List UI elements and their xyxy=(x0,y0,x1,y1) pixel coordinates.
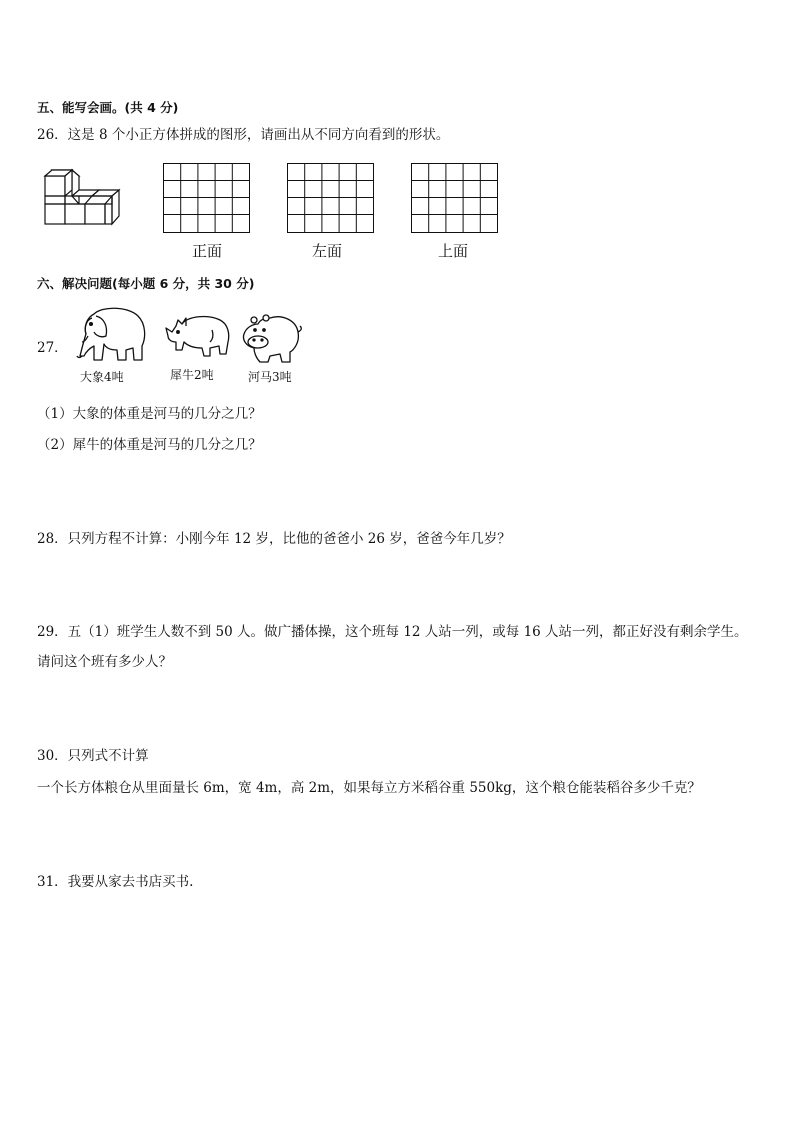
grid-top xyxy=(411,163,498,233)
section6-heading: 六、解决问题(每小题 6 分，共 30 分) xyxy=(37,276,255,291)
section5-heading: 五、能写会画。(共 4 分) xyxy=(37,100,179,115)
cube-figure xyxy=(43,168,125,228)
question-27-sub2: （2）犀牛的体重是河马的几分之几？ xyxy=(37,437,262,453)
question-28-text: 28．只列方程不计算：小刚今年 12 岁，比他的爸爸小 26 岁，爸爸今年几岁？ xyxy=(37,531,511,547)
question-27-sub1: （1）大象的体重是河马的几分之几？ xyxy=(37,406,262,422)
rhino-image xyxy=(164,310,232,364)
grid-left xyxy=(287,163,374,233)
label-front: 正面 xyxy=(192,242,223,260)
question-26-text: 26．这是 8 个小正方体拼成的图形，请画出从不同方向看到的形状。 xyxy=(37,127,450,143)
question-29-line2: 请问这个班有多少人？ xyxy=(37,654,172,670)
label-top: 上面 xyxy=(438,242,469,260)
question-27-number: 27． xyxy=(37,340,68,356)
grid-front xyxy=(163,163,250,233)
question-31-text: 31．我要从家去书店买书. xyxy=(37,874,194,890)
hippo-label: 河马3吨 xyxy=(248,370,292,384)
hippo-image xyxy=(240,310,304,364)
rhino-label: 犀牛2吨 xyxy=(170,368,214,382)
question-30-line2: 一个长方体粮仓从里面量长 6m，宽 4m，高 2m，如果每立方米稻谷重 550kg，这个粮仓能装稻谷多少千克？ xyxy=(37,780,701,796)
elephant-image xyxy=(72,304,150,364)
question-30-line1: 30．只列式不计算 xyxy=(37,748,149,764)
label-left: 左面 xyxy=(312,242,343,260)
elephant-label: 大象4吨 xyxy=(80,370,124,384)
question-29-line1: 29．五（1）班学生人数不到 50 人。做广播体操，这个班每 12 人站一列，或每 16 人站一列，都正好没有剩余学生。 xyxy=(37,624,748,640)
